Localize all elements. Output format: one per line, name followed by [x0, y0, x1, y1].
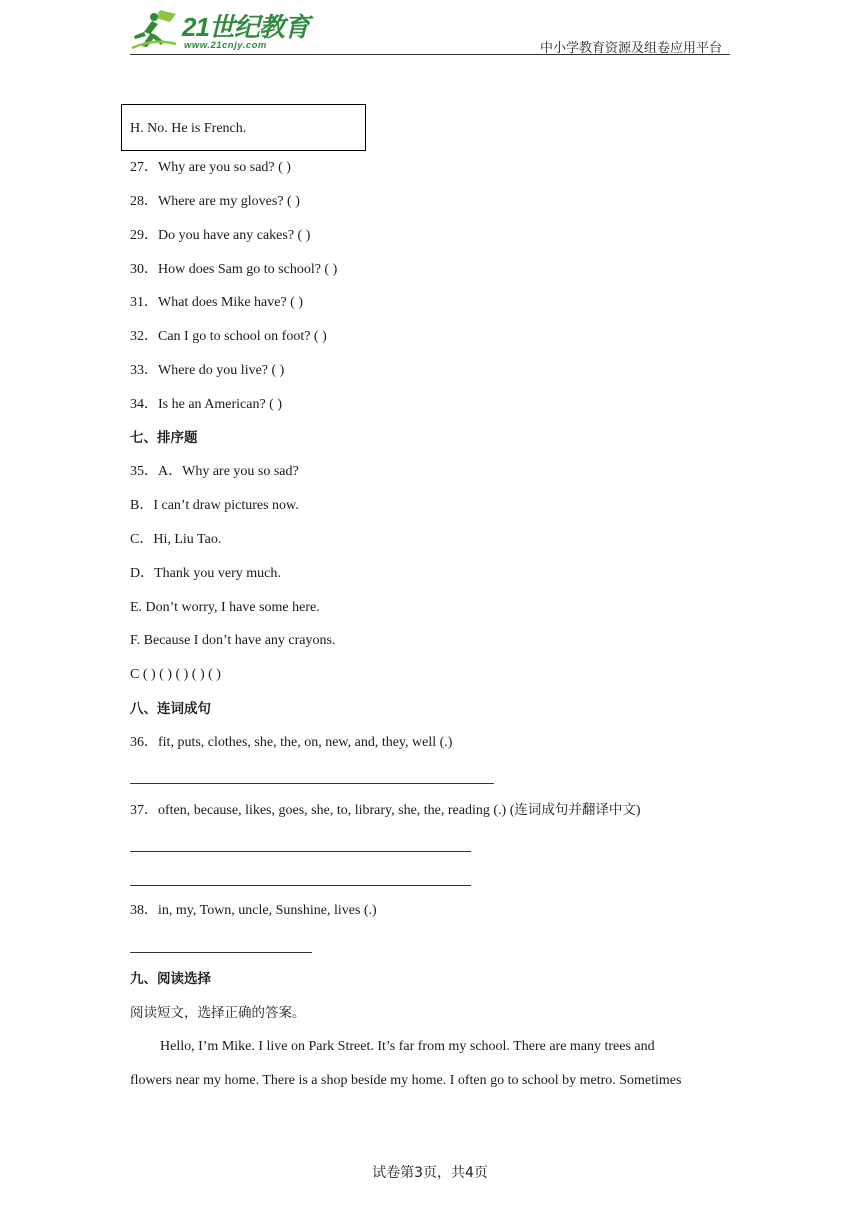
question-37-text: 37．often, because, likes, goes, she, to, library, she, the, reading (.) ( [130, 803, 515, 818]
section-9-heading: 九、阅读选择 [130, 971, 211, 987]
option-h: H. No. He is French. [130, 121, 247, 136]
passage-line-2: flowers near my home. There is a shop beside my home. I often go to school by metro. Sometimes [130, 1073, 682, 1088]
question-34: 34．Is he an American? ( ) [130, 397, 282, 412]
answer-line-38 [130, 952, 312, 953]
question-27: 27．Why are you so sad? ( ) [130, 160, 291, 175]
runner-icon [130, 8, 180, 52]
question-28: 28．Where are my gloves? ( ) [130, 194, 300, 209]
answer-line-36 [130, 783, 494, 784]
question-36: 36．fit, puts, clothes, she, the, on, new, and, they, well (.) [130, 735, 453, 750]
sequence-line-c: C．Hi, Liu Tao. [130, 532, 222, 547]
question-38: 38．in, my, Town, uncle, Sunshine, lives (.) [130, 903, 377, 918]
section-8-heading: 八、连词成句 [130, 701, 211, 717]
question-37-instruction: 连词成句并翻译中文 [514, 802, 636, 818]
answer-line-37a [130, 851, 471, 852]
answer-line-37b [130, 885, 471, 886]
question-32: 32．Can I go to school on foot? ( ) [130, 329, 327, 344]
question-37-close: ) [635, 803, 641, 818]
logo-url: www.21cnjy.com [184, 40, 267, 51]
header-divider [130, 54, 730, 55]
reading-instruction: 阅读短文，选择正确的答案。 [130, 1005, 306, 1021]
sequence-line-b: B．I can’t draw pictures now. [130, 498, 299, 513]
question-37 [130, 802, 641, 819]
page-footer: 试卷第3页，共4页 [372, 1165, 488, 1181]
question-30: 30．How does Sam go to school? ( ) [130, 262, 338, 277]
passage-line-1: Hello, I’m Mike. I live on Park Street. It’s far from my school. There are many trees and [160, 1039, 655, 1054]
sequence-line-a: 35．A．Why are you so sad? [130, 464, 299, 479]
question-31: 31．What does Mike have? ( ) [130, 295, 303, 310]
logo-text: 21世纪教育 [182, 12, 309, 42]
sequence-line-e: E. Don’t worry, I have some here. [130, 600, 320, 615]
logo [130, 8, 310, 52]
question-29: 29．Do you have any cakes? ( ) [130, 228, 311, 243]
sequence-line-f: F. Because I don’t have any crayons. [130, 633, 336, 648]
answer-option-box [121, 104, 366, 151]
sequence-answer-row: C ( ) ( ) ( ) ( ) ( ) [130, 667, 221, 682]
question-33: 33．Where do you live? ( ) [130, 363, 285, 378]
section-7-heading: 七、排序题 [130, 430, 198, 446]
platform-name: 中小学教育资源及组卷应用平台 [539, 41, 722, 56]
sequence-line-d: D．Thank you very much. [130, 566, 281, 581]
